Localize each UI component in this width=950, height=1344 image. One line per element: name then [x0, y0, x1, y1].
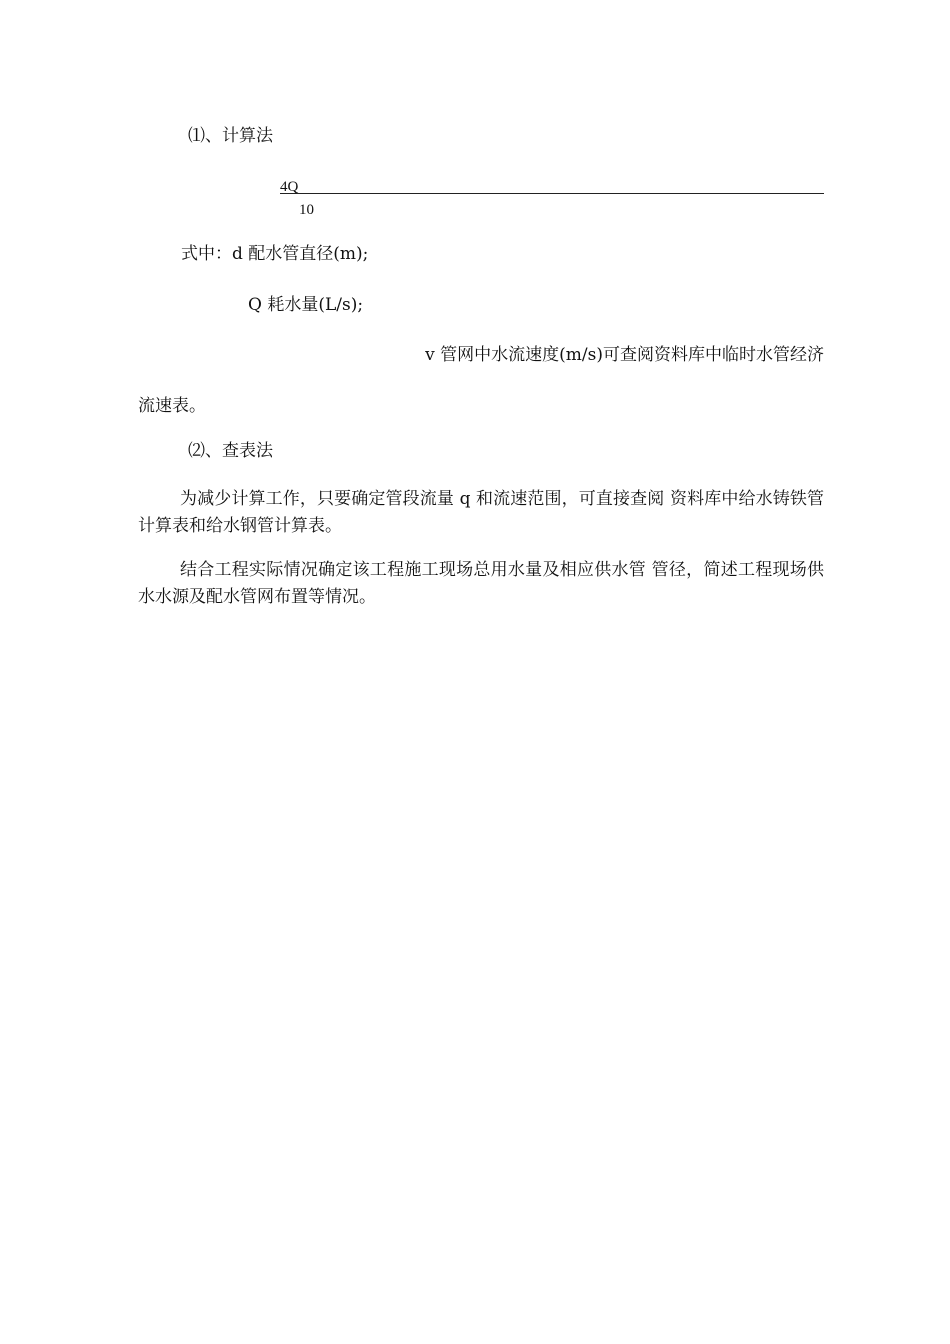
definition-v-continued: 流速表。	[138, 396, 206, 416]
formula-denominator: 10	[299, 202, 314, 218]
formula-numerator: 4Q	[280, 179, 299, 195]
fraction-bar	[280, 193, 824, 194]
paragraph-lookup-method: 为减少计算工作，只要确定管段流量 q 和流速范围，可直接查阅 资料库中给水铸铁管计算表和给水钢管计算表。	[138, 489, 824, 536]
section1-heading: ⑴、计算法	[188, 126, 273, 146]
definition-q: Q 耗水量(L/s);	[248, 295, 364, 315]
definition-v: v 管网中水流速度(m/s)可查阅资料库中临时水管经济	[425, 345, 824, 365]
definition-intro: 式中：d 配水管直径(m);	[181, 244, 369, 264]
paragraph-site-water: 结合工程实际情况确定该工程施工现场总用水量及相应供水管 管径，简述工程现场供水水源及配水管网布置等情况。	[138, 560, 824, 607]
section2-heading: ⑵、查表法	[188, 441, 273, 461]
